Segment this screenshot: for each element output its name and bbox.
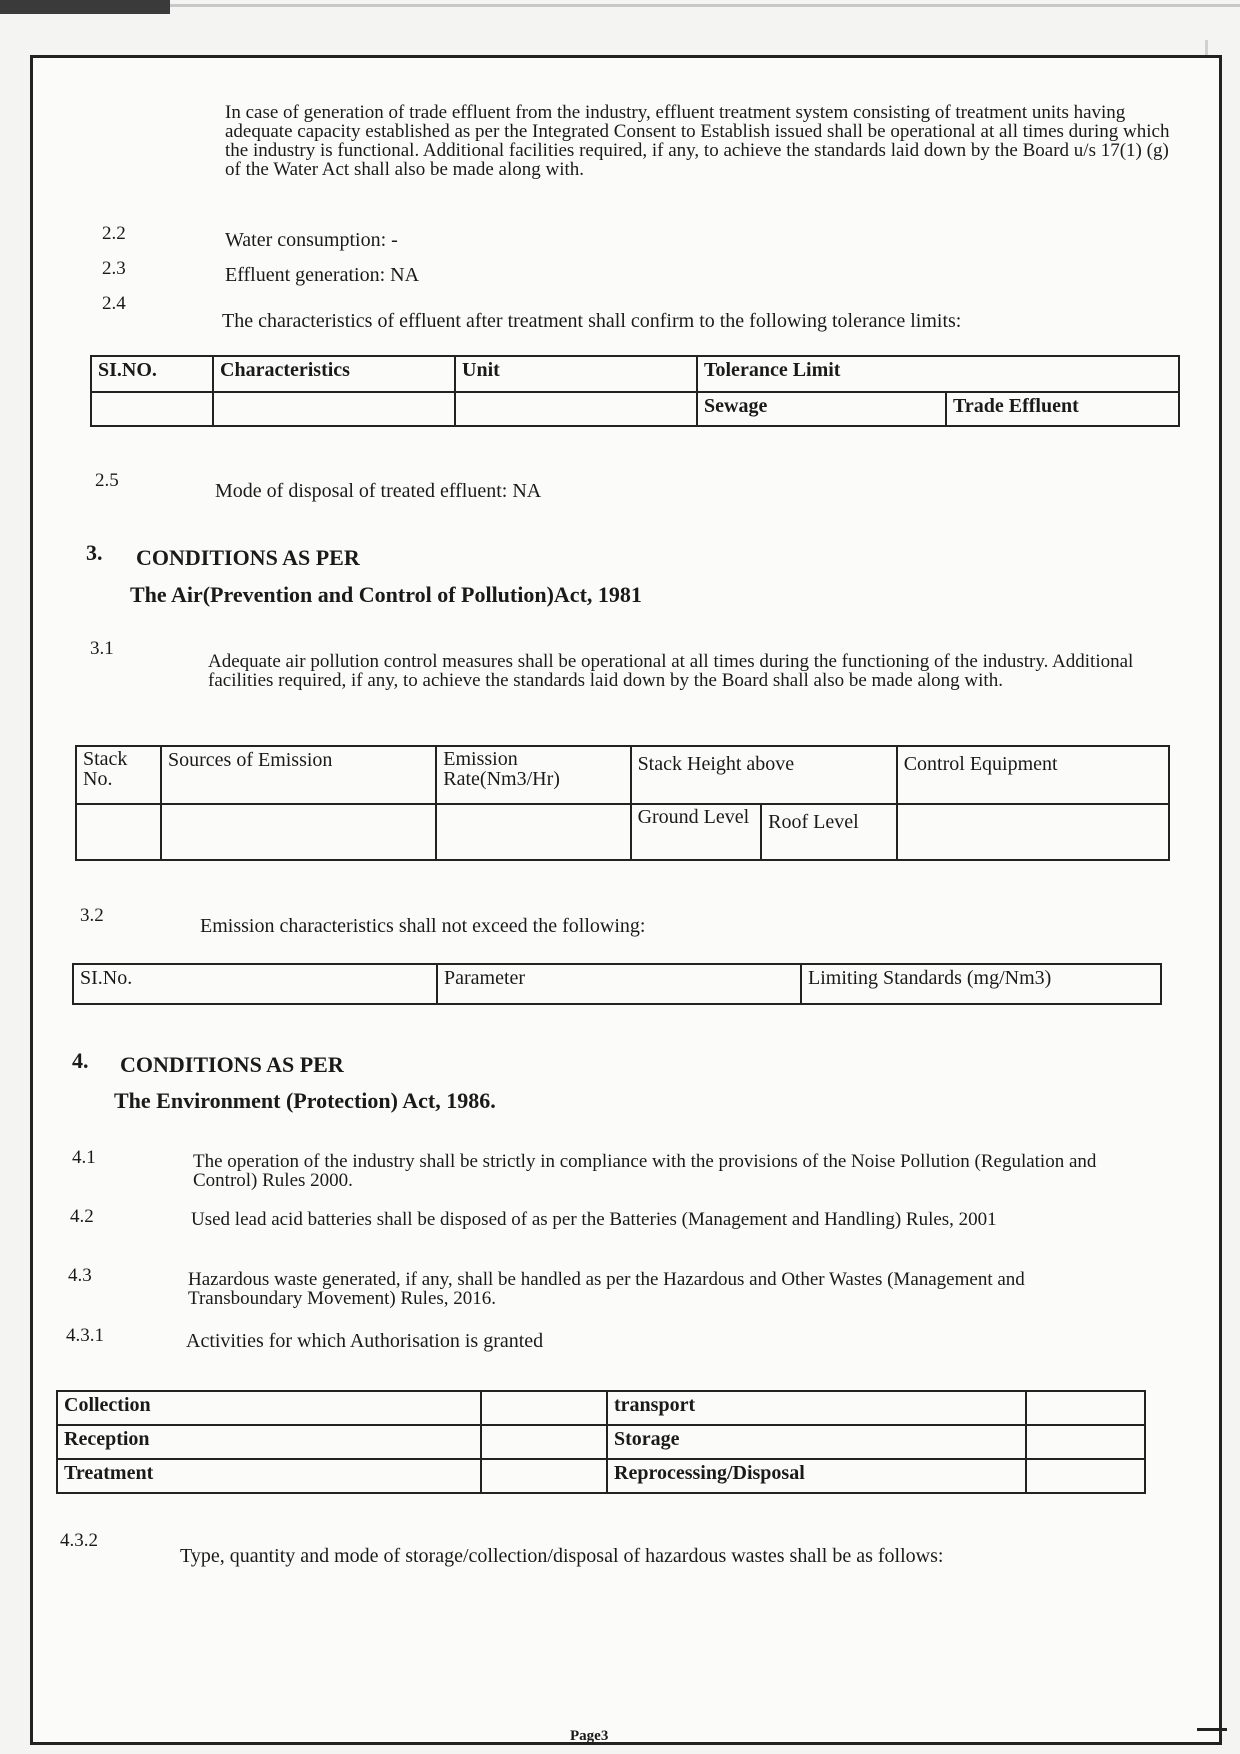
item-text: The characteristics of effluent after treatment shall confirm to the following tolerance limits:	[222, 310, 962, 332]
stack-table	[75, 745, 1170, 861]
emission-table	[72, 963, 1162, 1005]
header-sewage: Sewage	[697, 392, 946, 426]
header-characteristics: Characteristics	[213, 356, 455, 392]
activity-storage: Storage	[607, 1425, 1026, 1459]
item-text: Type, quantity and mode of storage/collection/disposal of hazardous wastes shall be as follows:	[180, 1545, 944, 1567]
item-text: Emission characteristics shall not exceed the following:	[200, 915, 646, 937]
table-cell	[1026, 1425, 1145, 1459]
item-text: Effluent generation: NA	[225, 264, 420, 286]
table-cell	[76, 804, 161, 860]
effluent-table	[90, 355, 1180, 427]
item-number: 4.3	[68, 1265, 92, 1286]
section-subtitle: The Air(Prevention and Control of Pollution)Act, 1981	[130, 582, 642, 607]
activity-transport: transport	[607, 1391, 1026, 1425]
header-sl-no: SI.No.	[73, 964, 437, 1004]
activity-reprocessing-disposal: Reprocessing/Disposal	[607, 1459, 1026, 1493]
item-number: 3.2	[80, 905, 104, 926]
section-number: 4.	[72, 1048, 89, 1073]
section-subtitle: The Environment (Protection) Act, 1986.	[114, 1088, 496, 1113]
activity-reception: Reception	[57, 1425, 481, 1459]
table-cell	[481, 1391, 607, 1425]
table-cell	[481, 1459, 607, 1493]
table-cell	[436, 804, 630, 860]
item-number: 4.3.2	[60, 1530, 98, 1551]
item-text: The operation of the industry shall be strictly in compliance with the provisions of the Noise Pollution (Regulation and Control) Rules 2000.	[193, 1151, 1097, 1191]
header-sl-no: SI.NO.	[91, 356, 213, 392]
item-text: Adequate air pollution control measures shall be operational at all times during the functioning of the industry. Additional facilities required, if any, to achieve the standards laid down by the Board shall also be made along with.	[208, 651, 1134, 691]
header-trade-effluent: Trade Effluent	[946, 392, 1179, 426]
item-number: 2.3	[102, 258, 126, 279]
item-text: Mode of disposal of treated effluent: NA	[215, 480, 542, 502]
section-number: 3.	[86, 540, 103, 565]
table-cell	[1026, 1459, 1145, 1493]
item-number: 2.5	[95, 470, 119, 491]
header-roof-level: Roof Level	[761, 804, 897, 860]
item-number: 3.1	[90, 638, 114, 659]
item-number: 2.2	[102, 223, 126, 244]
header-sources: Sources of Emission	[161, 746, 436, 804]
item-text: Activities for which Authorisation is granted	[186, 1330, 544, 1352]
table-cell	[213, 392, 455, 426]
item-number: 4.1	[72, 1147, 96, 1168]
header-limiting-standards: Limiting Standards (mg/Nm3)	[801, 964, 1161, 1004]
item-text: Hazardous waste generated, if any, shall be handled as per the Hazardous and Other Wastes (Management and Transboundary Movement) Rules, 2016.	[188, 1269, 1025, 1309]
header-parameter: Parameter	[437, 964, 801, 1004]
intro-paragraph: In case of generation of trade effluent from the industry, effluent treatment system consisting of treatment units having adequate capacity established as per the Integrated Consent to Establish issued shall be operational at all times during which the industry is functional. Additional facilities required, if any, to achieve the standards laid down by the Board u/s 17(1) (g) of the Water Act shall also be made along with.	[225, 102, 1170, 180]
item-number: 4.3.1	[66, 1325, 104, 1346]
header-ground-level: Ground Level	[631, 804, 762, 860]
header-tolerance-limit: Tolerance Limit	[697, 356, 1179, 392]
header-stack-height: Stack Height above	[631, 746, 897, 804]
item-number: 2.4	[102, 293, 126, 314]
header-unit: Unit	[455, 356, 697, 392]
table-cell	[1026, 1391, 1145, 1425]
table-cell	[455, 392, 697, 426]
activity-treatment: Treatment	[57, 1459, 481, 1493]
table-cell	[897, 804, 1169, 860]
activity-collection: Collection	[57, 1391, 481, 1425]
page-number: Page3	[570, 1728, 609, 1744]
item-text: Used lead acid batteries shall be disposed of as per the Batteries (Management and Handling) Rules, 2001	[191, 1209, 997, 1230]
header-stack-no: Stack No.	[76, 746, 161, 804]
table-cell	[91, 392, 213, 426]
table-cell	[161, 804, 436, 860]
section-title: CONDITIONS AS PER	[120, 1052, 344, 1077]
activities-table	[56, 1390, 1146, 1494]
item-text: Water consumption: -	[225, 229, 398, 251]
table-cell	[481, 1425, 607, 1459]
item-number: 4.2	[70, 1206, 94, 1227]
section-title: CONDITIONS AS PER	[136, 545, 360, 570]
header-emission-rate: Emission Rate(Nm3/Hr)	[436, 746, 630, 804]
header-control-equipment: Control Equipment	[897, 746, 1169, 804]
